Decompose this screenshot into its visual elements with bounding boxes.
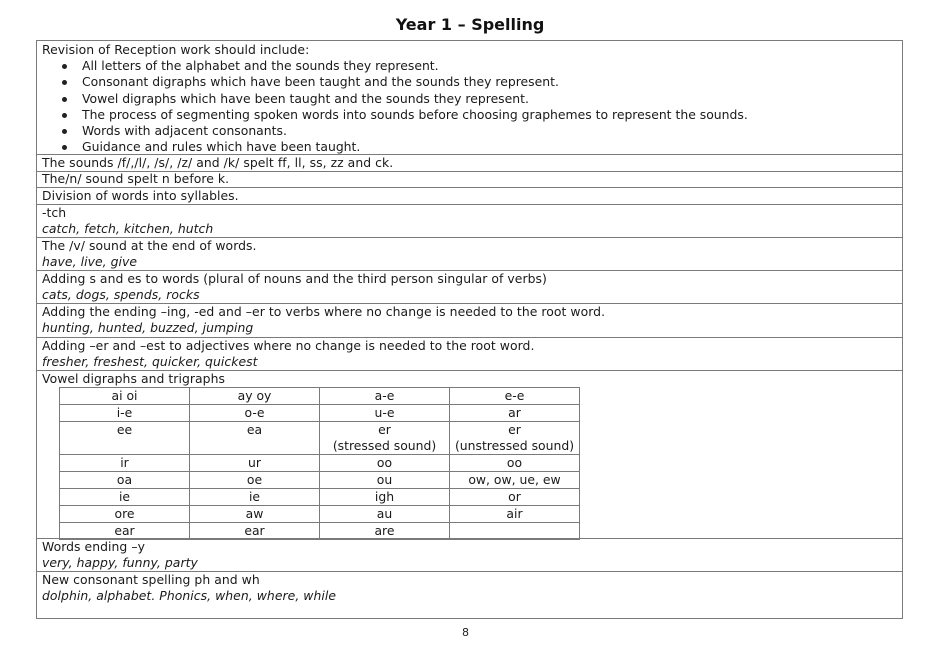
- digraph-cell: ai oi: [60, 388, 190, 405]
- bullet-icon: [62, 129, 67, 134]
- row-examples: dolphin, alphabet. Phonics, when, where, while: [42, 588, 337, 603]
- digraph-table-row: [60, 472, 580, 489]
- row-heading: -tch: [42, 205, 67, 220]
- digraph-cell: u-e: [320, 405, 450, 422]
- row-heading: The sounds /f/,/l/, /s/, /z/ and /k/ spelt ff, ll, ss, zz and ck.: [42, 155, 394, 170]
- revision-bullet-list: [37, 58, 748, 156]
- digraph-cell: oe: [190, 472, 320, 489]
- digraph-cell: au: [320, 506, 450, 523]
- digraph-cell: o-e: [190, 405, 320, 422]
- digraph-table-row: [60, 489, 580, 506]
- v-sound-row: [37, 238, 902, 271]
- revision-row: [37, 41, 902, 155]
- row-examples: fresher, freshest, quicker, quickest: [42, 354, 258, 369]
- digraph-cell: ie: [60, 489, 190, 506]
- digraph-cell: ou: [320, 472, 450, 489]
- digraph-cell: ear: [60, 523, 190, 540]
- bullet-item: Consonant digraphs which have been taught and the sounds they represent.: [37, 74, 748, 90]
- digraph-cell: ear: [190, 523, 320, 540]
- bullet-item: Guidance and rules which have been taught.: [37, 139, 748, 155]
- row-heading: Adding the ending –ing, -ed and –er to verbs where no change is needed to the root word.: [42, 304, 606, 319]
- digraph-cell: ir: [60, 455, 190, 472]
- sounds-ff-row: [37, 155, 902, 172]
- row-examples: very, happy, funny, party: [42, 555, 198, 570]
- page-number: 8: [462, 626, 469, 639]
- row-examples: cats, dogs, spends, rocks: [42, 287, 200, 302]
- row-examples: hunting, hunted, buzzed, jumping: [42, 320, 254, 335]
- digraph-cell: aw: [190, 506, 320, 523]
- bullet-item: The process of segmenting spoken words into sounds before choosing graphemes to represent the sounds.: [37, 107, 748, 123]
- er-est-row: [37, 338, 902, 371]
- digraph-cell: [450, 523, 580, 540]
- s-es-row: [37, 271, 902, 304]
- digraph-table-row: [60, 523, 580, 540]
- digraph-cell: ay oy: [190, 388, 320, 405]
- ing-ed-er-row: [37, 304, 902, 338]
- row-heading: New consonant spelling ph and wh: [42, 572, 260, 587]
- digraph-cell: ar: [450, 405, 580, 422]
- bullet-icon: [62, 97, 67, 102]
- digraph-table-row: [60, 506, 580, 523]
- digraph-cell: ore: [60, 506, 190, 523]
- page-title: Year 1 – Spelling: [395, 15, 545, 34]
- digraph-cell: oa: [60, 472, 190, 489]
- bullet-item: Words with adjacent consonants.: [37, 123, 748, 139]
- row-heading: Words ending –y: [42, 539, 145, 554]
- digraph-table-row: [60, 455, 580, 472]
- digraph-table-row: [60, 388, 580, 405]
- digraph-cell: er (stressed sound): [320, 422, 450, 455]
- revision-heading: Revision of Reception work should include:: [42, 42, 310, 57]
- vowel-digraphs-row: [37, 371, 902, 539]
- bullet-item: All letters of the alphabet and the sounds they represent.: [37, 58, 748, 74]
- digraph-table-row: [60, 422, 580, 455]
- row-heading: The/n/ sound spelt n before k.: [42, 171, 230, 186]
- digraph-cell: air: [450, 506, 580, 523]
- digraph-cell: oo: [320, 455, 450, 472]
- digraph-cell: ea: [190, 422, 320, 455]
- bullet-icon: [62, 145, 67, 150]
- bullet-icon: [62, 113, 67, 118]
- digraph-cell: ow, ow, ue, ew: [450, 472, 580, 489]
- digraph-table-row: [60, 405, 580, 422]
- row-examples: catch, fetch, kitchen, hutch: [42, 221, 214, 236]
- digraph-cell: ee: [60, 422, 190, 455]
- digraph-cell: oo: [450, 455, 580, 472]
- vowel-digraphs-table: [59, 387, 580, 540]
- row-heading: Adding –er and –est to adjectives where no change is needed to the root word.: [42, 338, 535, 353]
- digraph-cell: er (unstressed sound): [450, 422, 580, 455]
- digraph-cell: a-e: [320, 388, 450, 405]
- bullet-icon: [62, 80, 67, 85]
- row-heading: Division of words into syllables.: [42, 188, 239, 203]
- digraph-cell: ie: [190, 489, 320, 506]
- n-before-k-row: [37, 172, 902, 188]
- tch-row: [37, 205, 902, 238]
- digraph-cell: or: [450, 489, 580, 506]
- bullet-icon: [62, 64, 67, 69]
- digraph-cell: are: [320, 523, 450, 540]
- row-examples: have, live, give: [42, 254, 138, 269]
- syllables-row: [37, 188, 902, 205]
- digraph-cell: igh: [320, 489, 450, 506]
- row-heading: Vowel digraphs and trigraphs: [42, 371, 225, 386]
- digraph-cell: ur: [190, 455, 320, 472]
- digraph-cell: e-e: [450, 388, 580, 405]
- ph-wh-row: [37, 572, 902, 619]
- row-heading: The /v/ sound at the end of words.: [42, 238, 257, 253]
- bullet-item: Vowel digraphs which have been taught and the sounds they represent.: [37, 91, 748, 107]
- digraph-cell: i-e: [60, 405, 190, 422]
- spelling-table: [36, 40, 903, 619]
- row-heading: Adding s and es to words (plural of nouns and the third person singular of verbs): [42, 271, 547, 286]
- ending-y-row: [37, 539, 902, 572]
